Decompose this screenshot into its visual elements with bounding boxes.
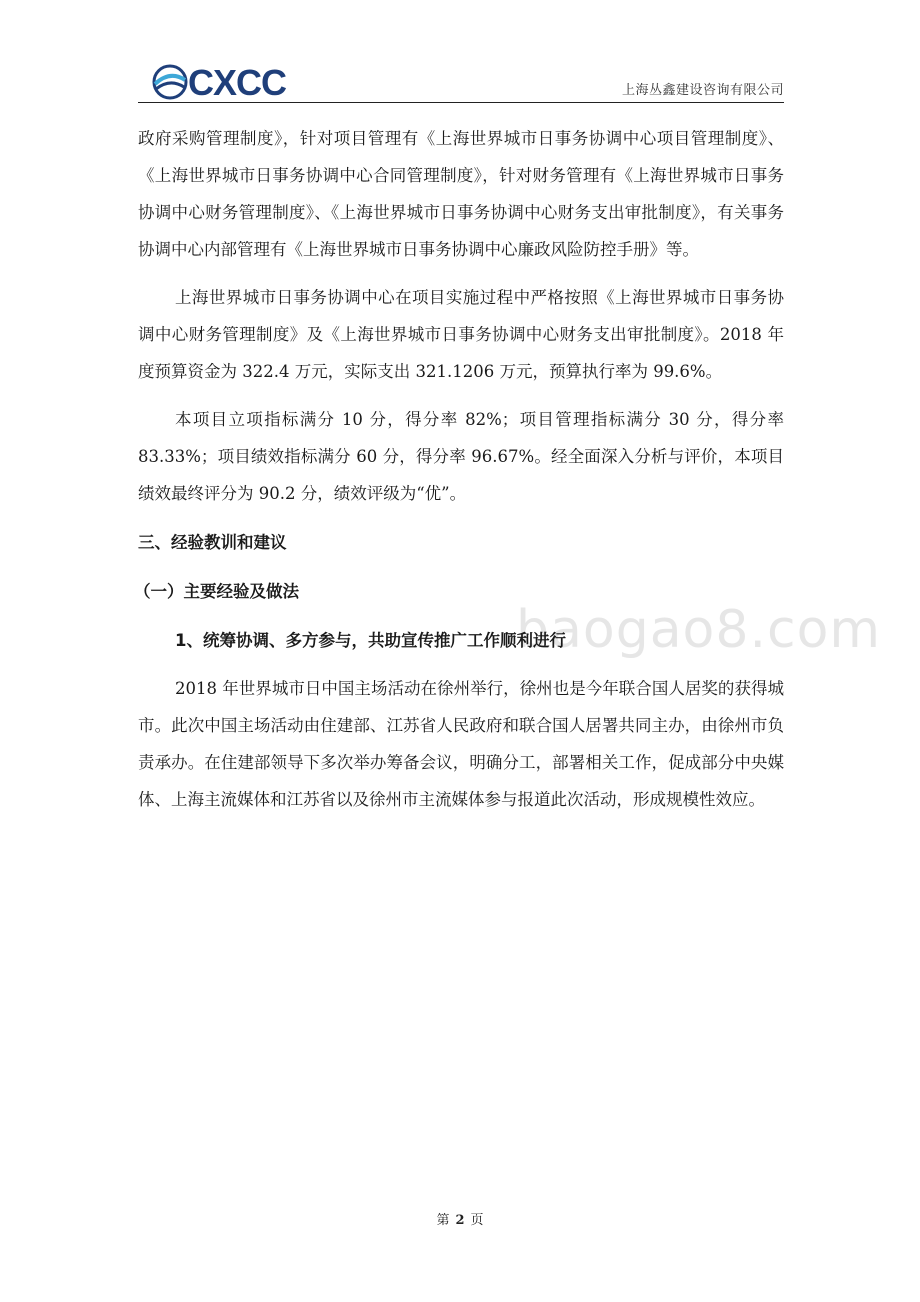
company-name: 上海丛鑫建设咨询有限公司 [621,83,784,98]
header-rule [138,102,784,103]
paragraph-experience: 2018 年世界城市日中国主场活动在徐州举行，徐州也是今年联合国人居奖的获得城市。此次中国主场活动由住建部、江苏省人民政府和联合国人居署共同主办，由徐州市负责承办。在住建部领导下多次举办筹备会议，明确分工，部署相关工作，促成部分中央媒体、上海主流媒体和江苏省以及徐州市主流媒体参与报道此次活动，形成规模性效应。 [138,679,784,809]
page-header [138,60,784,102]
paragraph-regulations: 政府采购管理制度》，针对项目管理有《上海世界城市日事务协调中心项目管理制度》、《上海世界城市日事务协调中心合同管理制度》，针对财务管理有《上海世界城市日事务协调中心财务管理制度》、《上海世界城市日事务协调中心财务支出审批制度》，有关事务协调中心内部管理有《上海世界城市日事务协调中心廉政风险防控手册》等。 [138,129,784,259]
document-body [134,120,784,818]
item-heading: 1、统筹协调、多方参与，共助宣传推广工作顺利进行 [175,631,566,650]
paragraph-budget: 上海世界城市日事务协调中心在项目实施过程中严格按照《上海世界城市日事务协调中心财务管理制度》及《上海世界城市日事务协调中心财务支出审批制度》。2018 年度预算资金为 322.4 万元，实际支出 321.1206 万元，预算执行率为 99.6%。 [138,288,784,381]
page-label-prefix: 第 [436,1213,450,1228]
company-logo [152,62,312,102]
paragraph-scores: 本项目立项指标满分 10 分，得分率 82%；项目管理指标满分 30 分，得分率 83.33%；项目绩效指标满分 60 分，得分率 96.67%。经全面深入分析与评价，本项目绩效最终评分为 90.2 分，绩效评级为“优”。 [138,410,784,503]
watermark: baogao8.com [516,600,882,660]
page-footer [0,1209,920,1228]
page-label-suffix: 页 [470,1213,484,1228]
logo-text: CXCC [188,62,287,102]
section-heading: 三、经验教训和建议 [138,533,287,552]
page-number: 2 [455,1213,465,1228]
subsection-heading: （一）主要经验及做法 [134,582,299,601]
globe-icon [154,66,186,98]
